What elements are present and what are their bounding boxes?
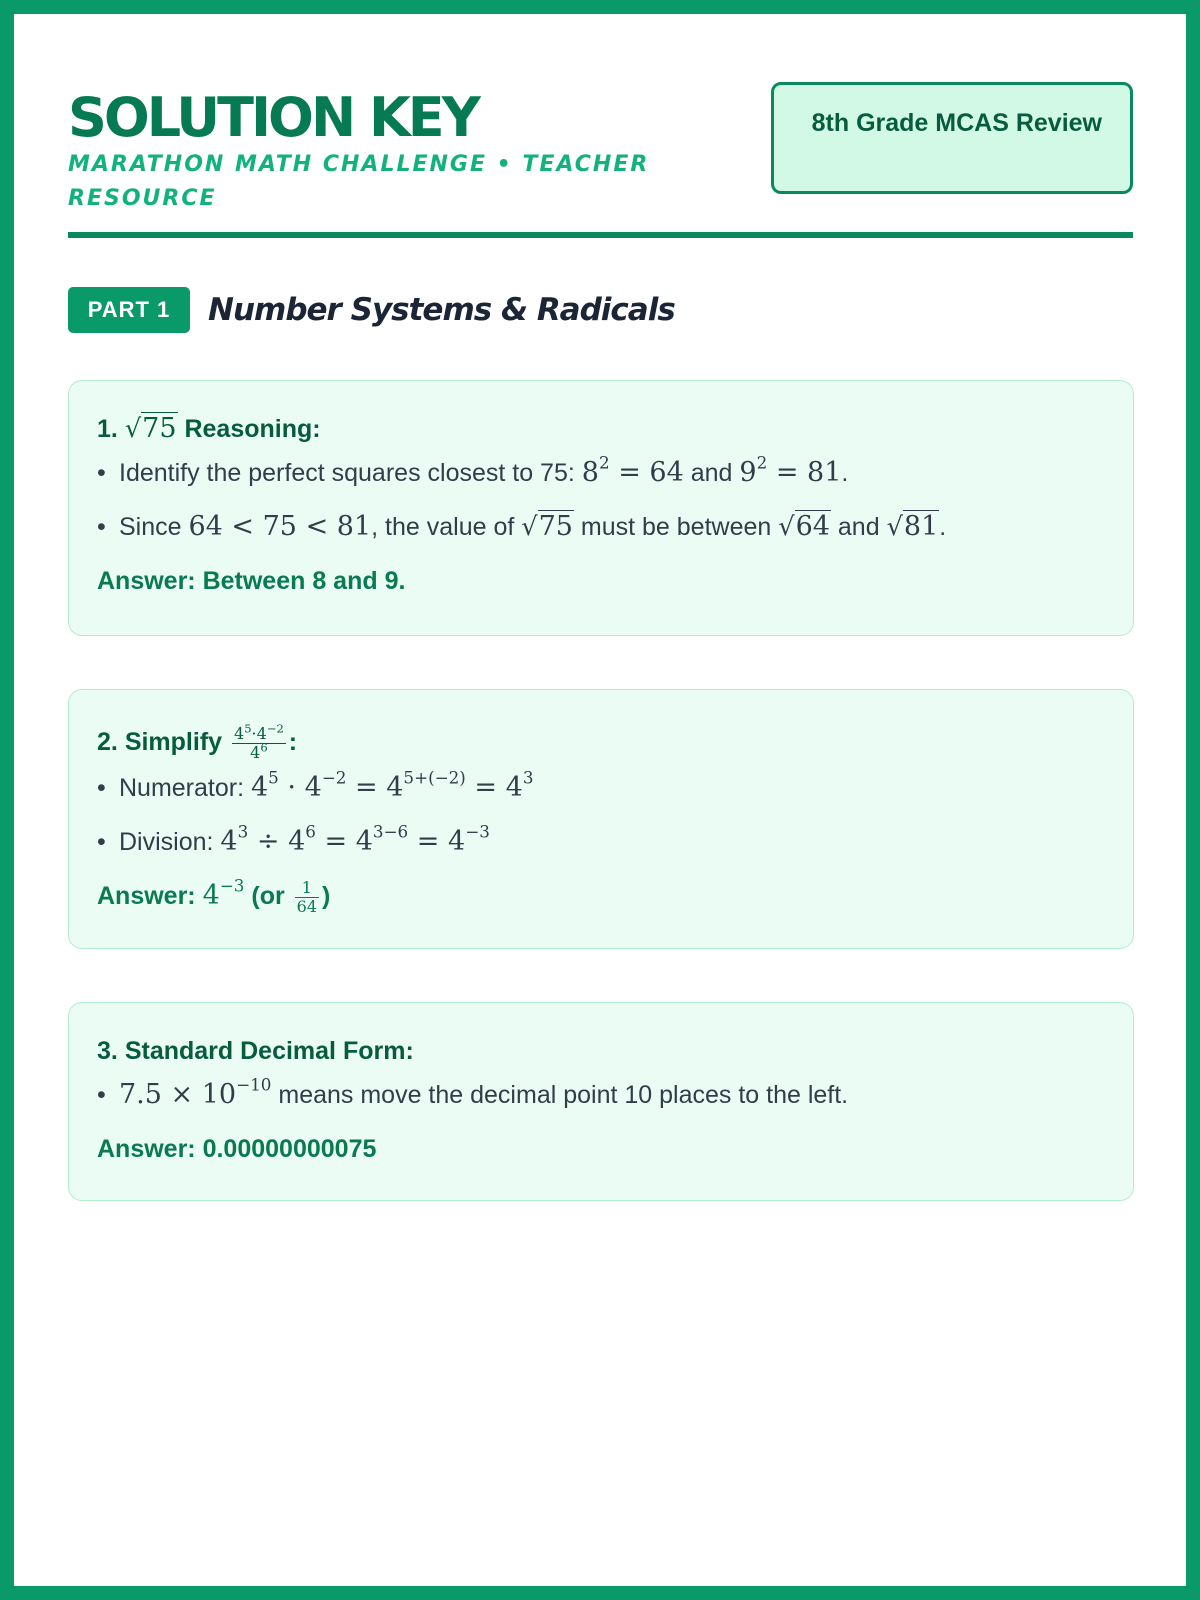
bullet-line: • Since 64 < 75 < 81, the value of √75 must be between √64 and √81. bbox=[97, 507, 1105, 561]
part-heading bbox=[68, 287, 1133, 335]
heading-text: Simplify bbox=[124, 728, 223, 756]
bullet-dot: • bbox=[97, 1081, 106, 1109]
page-subtitle: MARATHON MATH CHALLENGE • TEACHER RESOURCE bbox=[68, 152, 650, 211]
part-title: Number Systems & Radicals bbox=[208, 292, 675, 328]
bullet-line bbox=[97, 1075, 1105, 1129]
heading-text: Standard Decimal Form: bbox=[124, 1037, 414, 1065]
bullet-text: must be between bbox=[573, 513, 779, 541]
math-expression: $7.5 \times 10^{-10}$ bbox=[119, 1074, 272, 1110]
sqrt-expression: √75 bbox=[521, 511, 573, 542]
bullet-dot: • bbox=[97, 774, 106, 802]
bullet-dot: • bbox=[97, 459, 106, 487]
sqrt-expression: √75 bbox=[124, 413, 177, 444]
math-expression: $4^{-3}$ bbox=[202, 875, 245, 911]
bullet-dot: • bbox=[97, 828, 106, 856]
problem-heading bbox=[97, 1031, 1105, 1075]
fraction-numerator: $4^5\cdot 4^{-2}$ bbox=[234, 721, 284, 743]
answer-line: Answer: $4^{-3}$ (or $\frac{1}{64}$ ) bbox=[97, 875, 331, 916]
radicand: 75 bbox=[142, 413, 177, 444]
bullet-label: Numerator: bbox=[119, 774, 251, 802]
bullet-text: Identify the perfect squares closest to 75: bbox=[119, 459, 582, 487]
part-badge: PART 1 bbox=[68, 287, 190, 333]
page-title: SOLUTION KEY bbox=[68, 86, 478, 149]
math-expression: $9^2 = 81$ bbox=[739, 452, 842, 488]
problem-heading: 2. Simplify $\frac{4^5\cdot 4^{-2}}{4^6}$ : bbox=[97, 721, 298, 762]
fraction-denominator: $4^6$ bbox=[250, 740, 268, 762]
grade-badge: 8th Grade MCAS Review bbox=[771, 82, 1133, 194]
bullet-text: means move the decimal point 10 places to the left. bbox=[271, 1081, 849, 1109]
problem-number: 3. bbox=[97, 1037, 118, 1065]
sqrt-expression: √81 bbox=[886, 511, 939, 542]
math-expression: $4^3 \div 4^6 = 4^{3-6} = 4^{-3}$ bbox=[220, 821, 490, 857]
problem-card-1 bbox=[68, 380, 1134, 636]
answer-line: Answer: 0.00000000075 bbox=[97, 1135, 377, 1163]
heading-text: Reasoning: bbox=[184, 415, 321, 443]
page-header bbox=[68, 68, 1133, 238]
sqrt-expression: √64 bbox=[778, 511, 830, 542]
bullet-dot: • bbox=[97, 513, 106, 541]
bullet-text: and bbox=[683, 459, 740, 487]
bullet-line: • Identify the perfect squares closest to 75: $8^2 = 64$ and $9^2 = 81$. bbox=[97, 453, 1105, 507]
problem-heading bbox=[97, 409, 1105, 453]
bullet-text: Since bbox=[119, 513, 189, 541]
bullet-text: and bbox=[830, 513, 887, 541]
fraction-expression bbox=[232, 721, 286, 763]
math-expression: $8^2 = 64$ bbox=[581, 452, 684, 488]
math-inequality: 64 < 75 < 81 bbox=[188, 511, 372, 542]
problem-number: 2. bbox=[97, 728, 118, 756]
fraction-expression: $\frac{1}{64}$ bbox=[296, 877, 318, 916]
problem-number: 1. bbox=[97, 415, 118, 443]
bullet-text: , the value of bbox=[371, 513, 522, 541]
bullet-line bbox=[97, 822, 1105, 876]
math-expression: $4^5 \cdot 4^{-2} = 4^{5+(-2)} = 4^3$ bbox=[250, 767, 534, 803]
problem-card-2 bbox=[68, 689, 1134, 949]
bullet-label: Division: bbox=[119, 828, 221, 856]
bullet-line bbox=[97, 768, 1105, 822]
problem-card-3 bbox=[68, 1002, 1134, 1201]
answer-line: Answer: Between 8 and 9. bbox=[97, 567, 406, 595]
